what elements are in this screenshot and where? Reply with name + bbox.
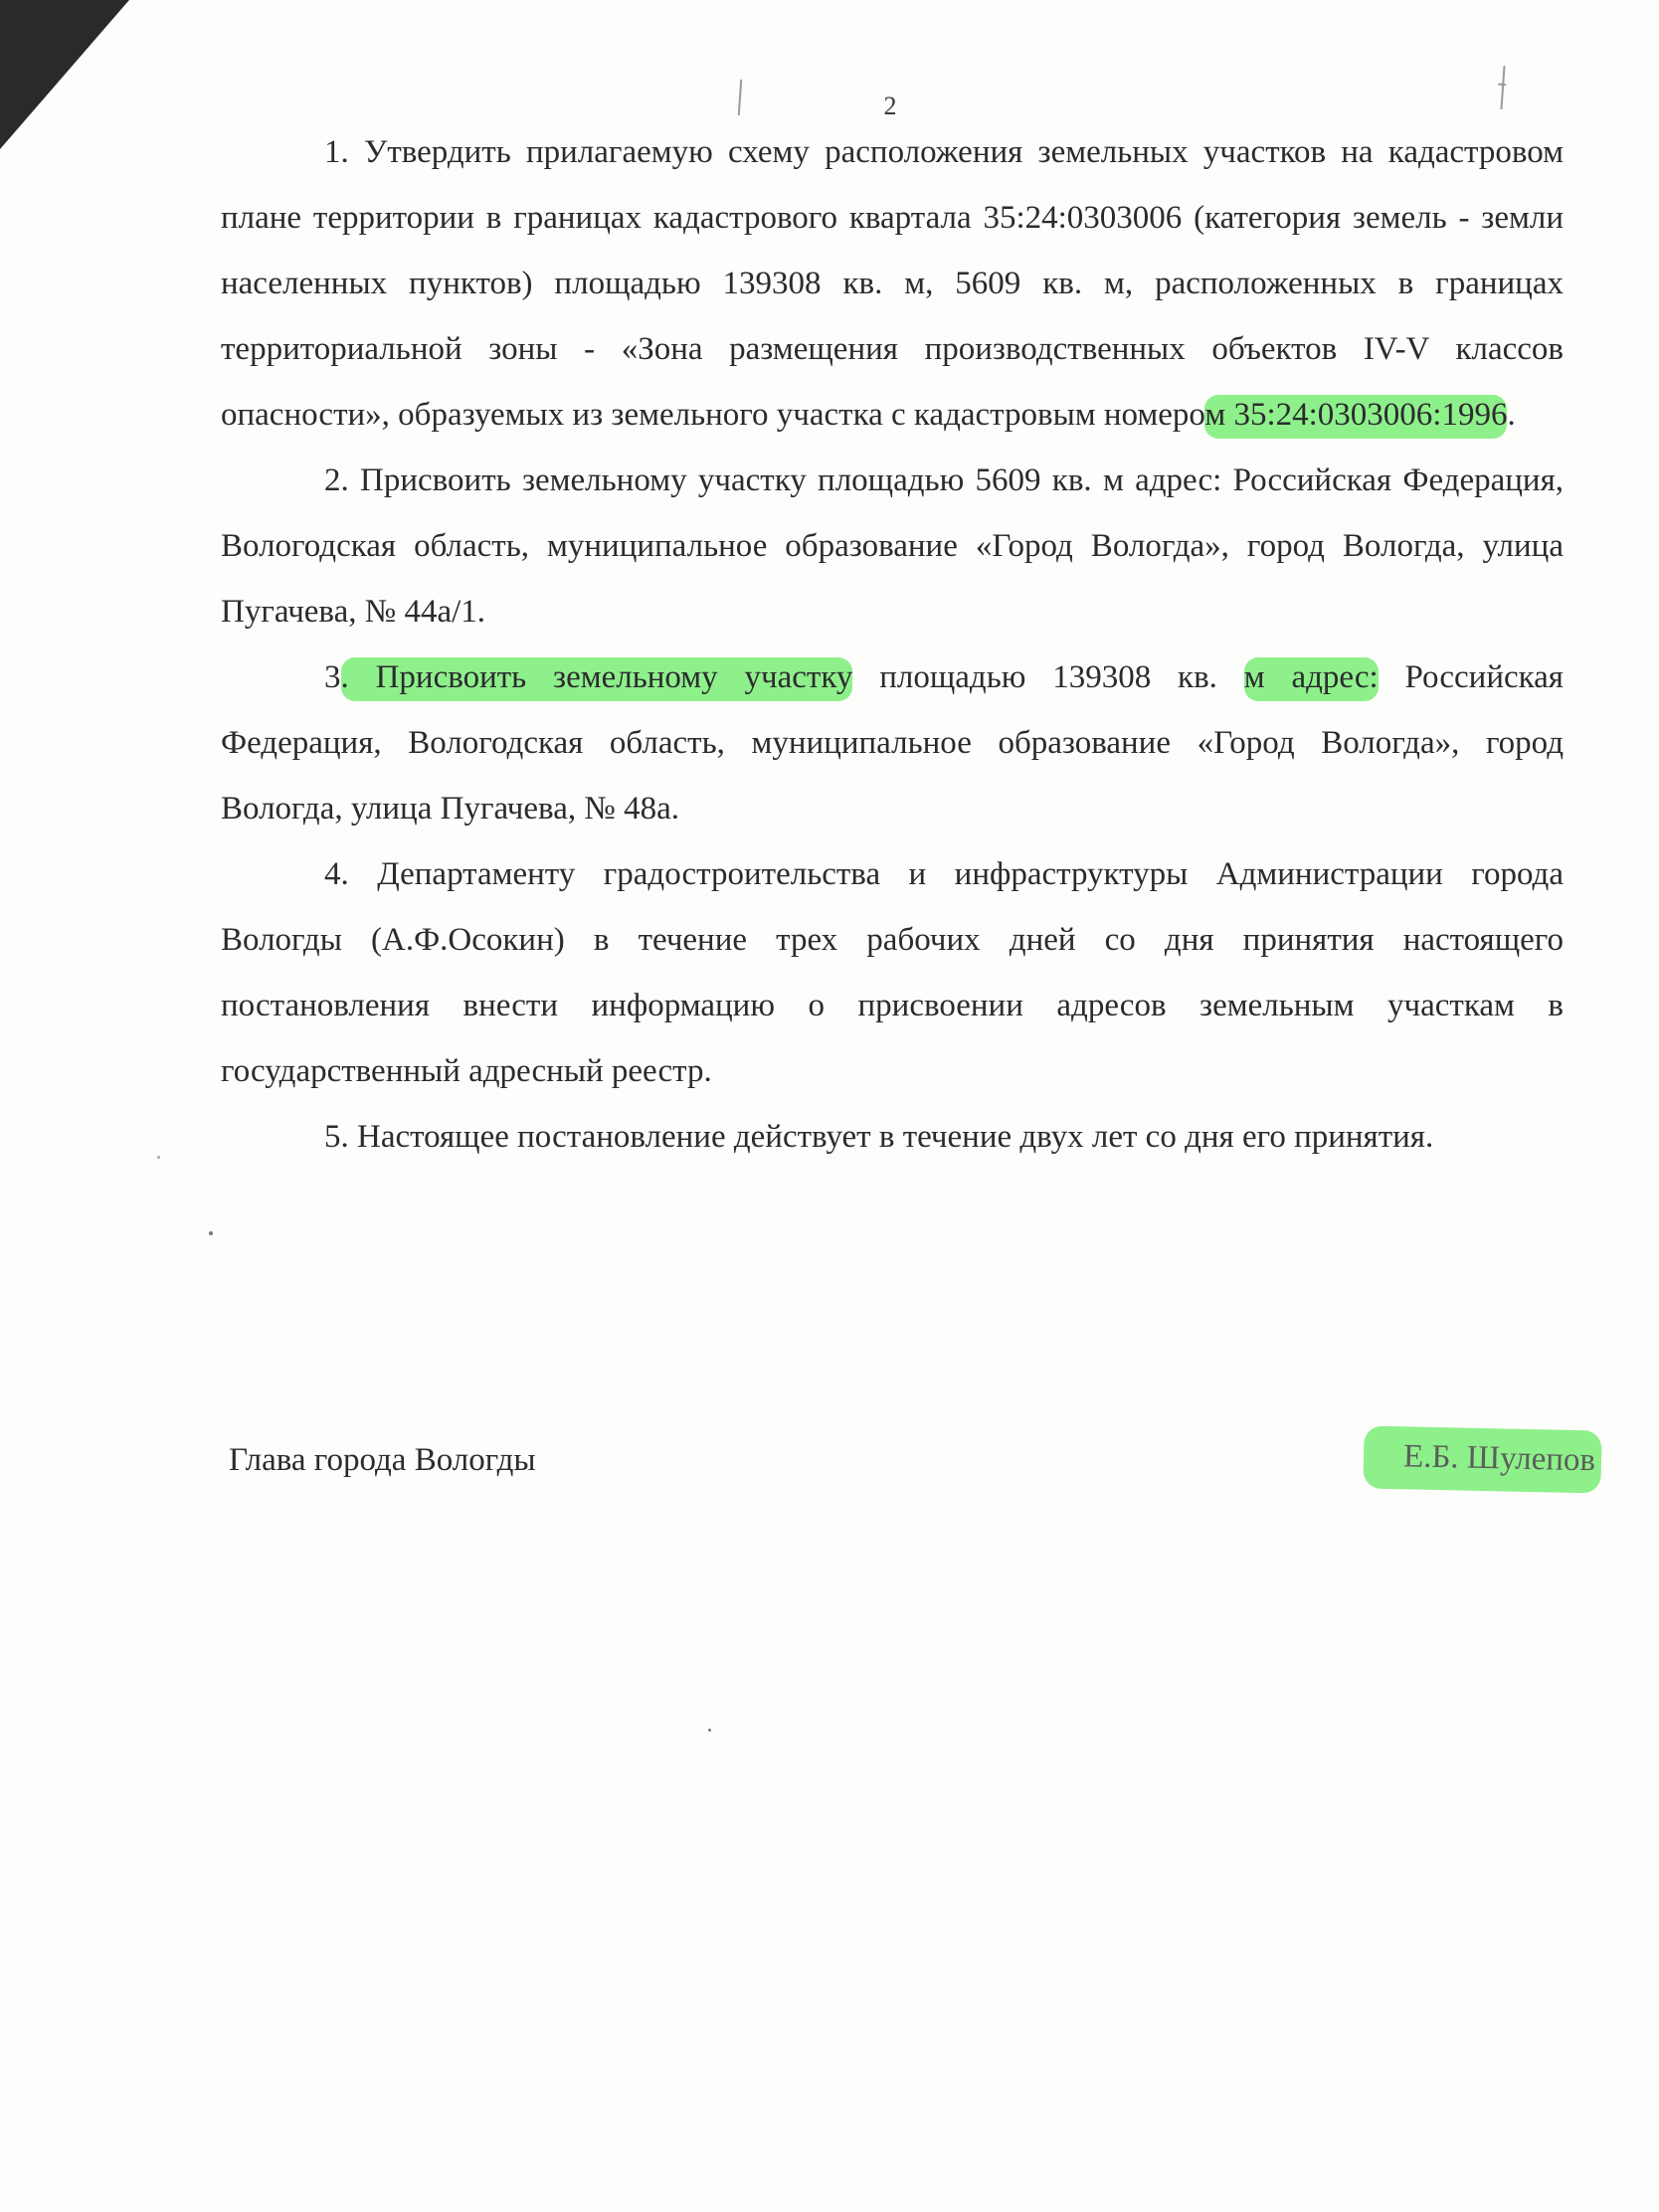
signature-block xyxy=(229,1428,1601,1498)
paragraph-3-text: Российская Федерация, Вологодская область, муниципальное образование «Город Вологда», город Вологда, улица Пугачева, № 48а. xyxy=(221,659,1564,827)
scan-speck xyxy=(708,1729,711,1732)
signatory-name: Е.Б. Шулепов xyxy=(1402,1438,1596,1479)
paragraph-5: 5. Настоящее постановление действует в течение двух лет со дня его принятия. xyxy=(324,1119,1434,1155)
paragraph-4: 4. Департаменту градостроительства и инфраструктуры Администрации города Вологды (А.Ф.Осокин) в течение трех рабочих дней со дня принятия настоящего постановления внести информацию о присвоении адресов земельным участкам в государственный адресный реестр. xyxy=(221,856,1564,1089)
paragraph-1 xyxy=(221,119,1564,448)
paragraph-3-area: площадью 139308 кв. xyxy=(852,659,1244,695)
scan-speck xyxy=(157,1156,160,1159)
document-body xyxy=(221,119,1564,1170)
scan-corner-fold xyxy=(0,0,129,149)
highlighted-signatory-name xyxy=(1363,1426,1601,1494)
page-number: 2 xyxy=(883,92,897,120)
paragraph-1-end: . xyxy=(1507,397,1516,433)
paragraph-2: 2. Присвоить земельному участку площадью 5609 кв. м адрес: Российская Федерация, Вологодская область, муниципальное образование «Город Вологда», город Вологда, улица Пугачева, № 44а/1. xyxy=(221,462,1564,630)
paragraph-3 xyxy=(221,645,1564,841)
scan-speck xyxy=(209,1231,213,1235)
paragraph-1-text: 1. Утвердить прилагаемую схему расположения земельных участков на кадастровом плане территории в границах кадастрового квартала 35:24:0303006 (категория земель - земли населенных пунктов) площадью 139308 кв. м, 5609 кв. м, расположенных в границах территориальной зоны - «Зона размещения производственных объектов IV-V классов опасности», образуемых из земельного участка с кадастровым номеро xyxy=(221,134,1564,433)
highlighted-address-word: м адрес: xyxy=(1244,657,1379,701)
signatory-title: Глава города Вологды xyxy=(229,1442,536,1478)
highlighted-cadastral-number: м 35:24:0303006:1996 xyxy=(1204,395,1507,439)
highlighted-assign-phrase: . Присвоить земельному участку xyxy=(341,657,853,701)
paragraph-3-number: 3 xyxy=(324,659,341,695)
